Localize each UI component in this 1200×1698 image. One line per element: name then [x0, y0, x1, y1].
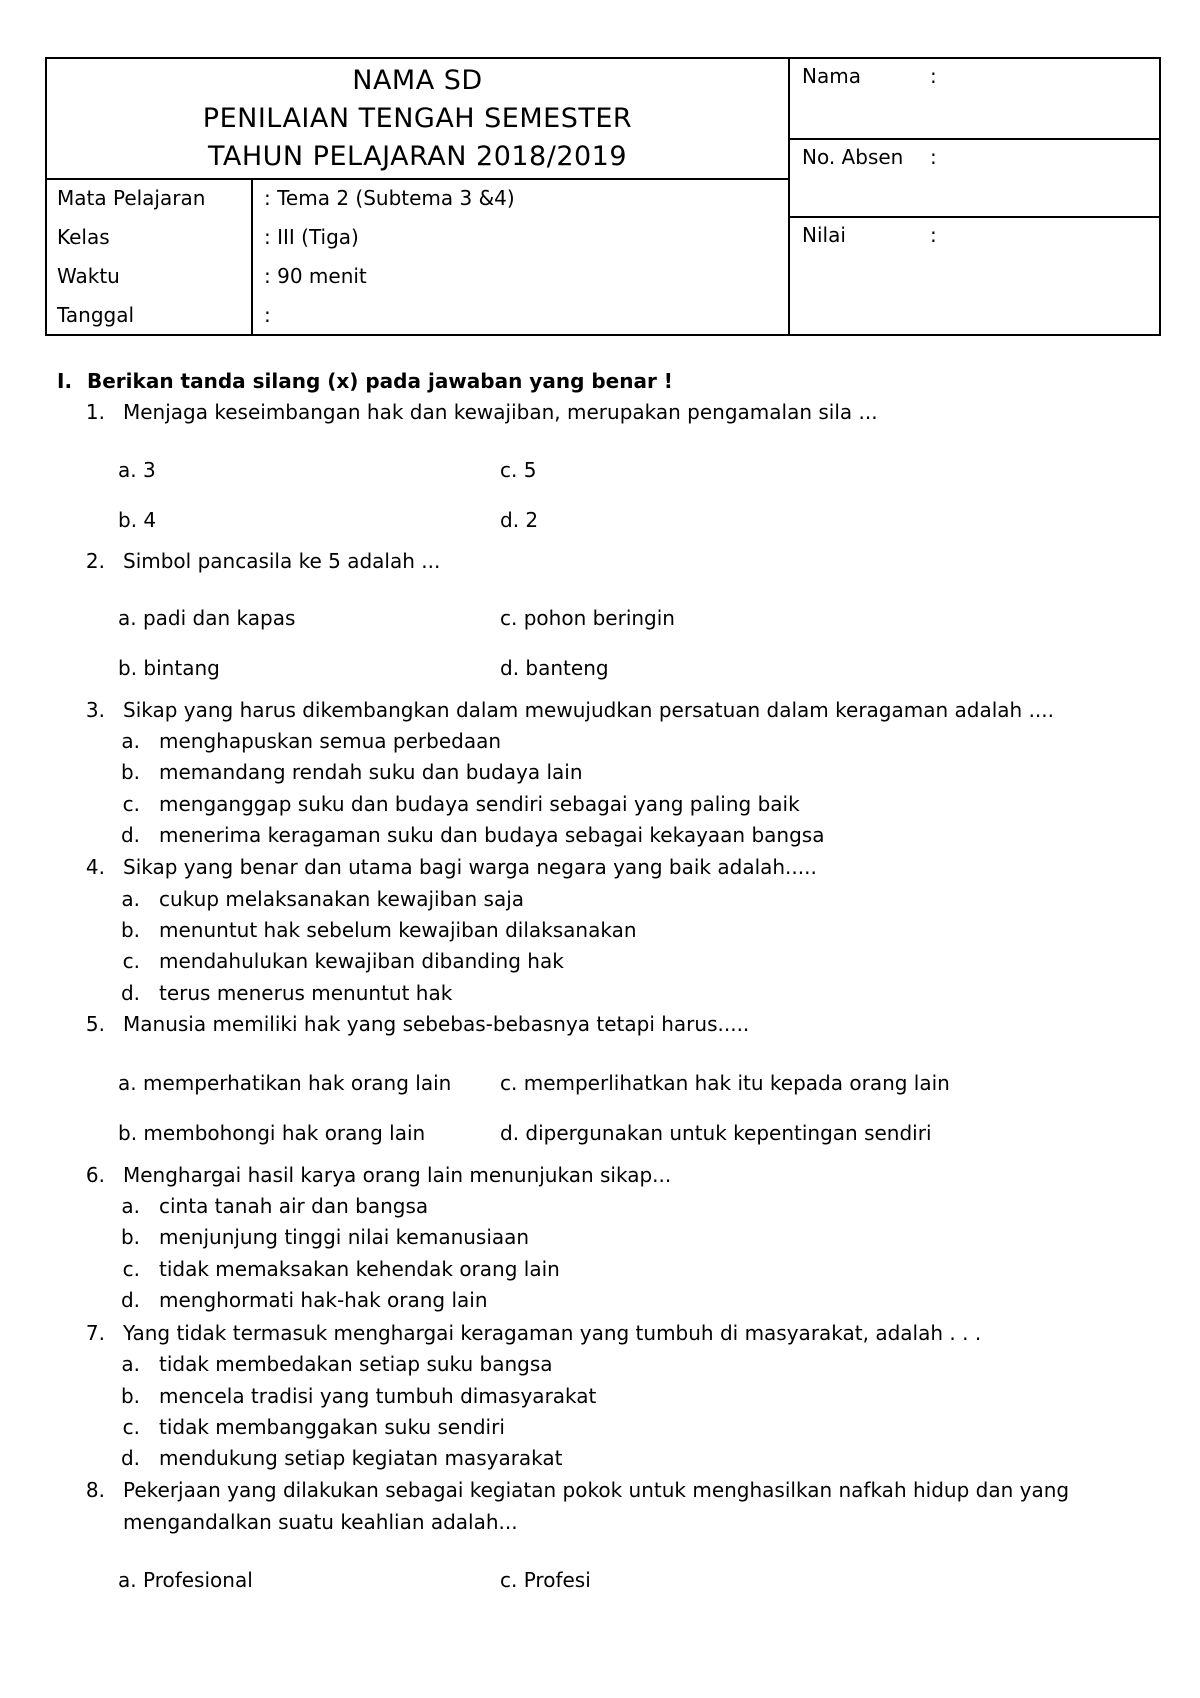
question-number: 8. — [85, 1478, 105, 1502]
option-letter: d. — [120, 823, 140, 847]
option-letter: c. — [122, 1415, 140, 1439]
field-label: Kelas — [57, 225, 110, 249]
option-text: tidak memaksakan kehendak orang lain — [159, 1257, 560, 1281]
field-value: : 90 menit — [264, 264, 367, 288]
option-text: Profesi — [523, 1568, 591, 1592]
option-text: memperhatikan hak orang lain — [142, 1071, 452, 1095]
option-letter: c. — [122, 949, 140, 973]
name-box[interactable] — [790, 59, 1159, 140]
option-text: menghapuskan semua perbedaan — [159, 729, 502, 753]
question-text: Menjaga keseimbangan hak dan kewajiban, merupakan pengamalan sila ... — [123, 400, 878, 424]
field-label: Waktu — [57, 264, 120, 288]
option-letter: a. — [118, 1071, 137, 1095]
question-number: 6. — [85, 1163, 105, 1187]
question-text: Yang tidak termasuk menghargai keragaman yang tumbuh di masyarakat, adalah . . . — [123, 1321, 982, 1345]
question-number: 7. — [85, 1321, 105, 1345]
option-text: menganggap suku dan budaya sendiri sebagai yang paling baik — [159, 792, 800, 816]
option-text: 4 — [143, 508, 157, 532]
option-letter: c. — [122, 1257, 140, 1281]
question-text: Pekerjaan yang dilakukan sebagai kegiatan pokok untuk menghasilkan nafkah hidup dan yang — [123, 1478, 1070, 1502]
question-number: 5. — [85, 1012, 105, 1036]
option-letter: a. — [118, 458, 137, 482]
option-2a[interactable] — [118, 603, 295, 633]
field-label: Tanggal — [57, 303, 135, 327]
academic-year: TAHUN PELAJARAN 2018/2019 — [207, 141, 628, 172]
student-info-panel — [790, 59, 1159, 334]
field-label: Mata Pelajaran — [57, 186, 206, 210]
option-letter: c. — [122, 792, 140, 816]
option-5a[interactable] — [118, 1068, 451, 1098]
option-text: menuntut hak sebelum kewajiban dilaksanakan — [159, 918, 637, 942]
option-text: mencela tradisi yang tumbuh dimasyarakat — [159, 1384, 597, 1408]
option-text: menerima keragaman suku dan budaya sebagai kekayaan bangsa — [159, 823, 825, 847]
option-5d[interactable] — [500, 1118, 932, 1148]
option-letter: a. — [121, 729, 140, 753]
option-text: Profesional — [142, 1568, 253, 1592]
option-letter: b. — [118, 508, 138, 532]
option-letter: d. — [120, 1288, 140, 1312]
option-letter: d. — [120, 981, 140, 1005]
absence-number-colon: : — [930, 145, 937, 169]
option-letter: c. — [500, 1568, 518, 1592]
option-5b[interactable] — [118, 1118, 425, 1148]
option-letter: c. — [500, 458, 518, 482]
name-colon: : — [930, 64, 937, 88]
option-text: banteng — [525, 656, 609, 680]
option-letter: a. — [121, 887, 140, 911]
score-box[interactable] — [790, 218, 1159, 336]
question-text: Simbol pancasila ke 5 adalah ... — [123, 549, 441, 573]
option-letter: d. — [500, 656, 520, 680]
option-letter: b. — [118, 656, 138, 680]
option-1a[interactable] — [118, 455, 156, 485]
option-text: dipergunakan untuk kepentingan sendiri — [525, 1121, 932, 1145]
option-letter: d. — [120, 1446, 140, 1470]
score-colon: : — [930, 223, 937, 247]
option-letter: b. — [120, 1225, 140, 1249]
question-text: Sikap yang harus dikembangkan dalam mewujudkan persatuan dalam keragaman adalah .... — [123, 698, 1055, 722]
option-text: 3 — [142, 458, 156, 482]
section-heading — [57, 366, 673, 396]
option-text: bintang — [143, 656, 220, 680]
field-value: : Tema 2 (Subtema 3 &4) — [264, 186, 515, 210]
option-letter: c. — [500, 1071, 518, 1095]
field-divider — [251, 180, 253, 336]
option-letter: b. — [120, 918, 140, 942]
option-text: tidak membanggakan suku sendiri — [159, 1415, 505, 1439]
option-text: 5 — [523, 458, 537, 482]
option-text: cinta tanah air dan bangsa — [159, 1194, 429, 1218]
option-8c[interactable] — [500, 1565, 591, 1595]
option-2d[interactable] — [500, 653, 609, 683]
field-value: : III (Tiga) — [264, 225, 359, 249]
option-text: menjunjung tinggi nilai kemanusiaan — [159, 1225, 530, 1249]
exam-info-panel — [47, 59, 790, 334]
option-letter: d. — [500, 508, 520, 532]
option-text: mendukung setiap kegiatan masyarakat — [159, 1446, 563, 1470]
field-value: : — [264, 303, 271, 327]
option-letter: b. — [120, 1384, 140, 1408]
question-number: 3. — [85, 698, 105, 722]
section-number: I. — [57, 369, 73, 393]
option-letter: d. — [500, 1121, 520, 1145]
option-letter: b. — [120, 760, 140, 784]
exam-title — [47, 59, 788, 180]
absence-number-label: No. Absen — [802, 145, 904, 169]
question-text: Sikap yang benar dan utama bagi warga negara yang baik adalah..... — [123, 855, 817, 879]
question-text-continued: mengandalkan suatu keahlian adalah... — [123, 1510, 518, 1534]
option-8a[interactable] — [118, 1565, 253, 1595]
option-text: menghormati hak-hak orang lain — [159, 1288, 488, 1312]
section-instruction: Berikan tanda silang (x) pada jawaban yang benar ! — [87, 369, 673, 393]
option-text: membohongi hak orang lain — [143, 1121, 426, 1145]
option-text: memperlihatkan hak itu kepada orang lain — [523, 1071, 950, 1095]
option-text: cukup melaksanakan kewajiban saja — [159, 887, 525, 911]
question-number: 2. — [85, 549, 105, 573]
option-2c[interactable] — [500, 603, 675, 633]
option-text: padi dan kapas — [142, 606, 296, 630]
option-text: tidak membedakan setiap suku bangsa — [159, 1352, 553, 1376]
option-1c[interactable] — [500, 455, 536, 485]
option-1d[interactable] — [500, 505, 538, 535]
name-label: Nama — [802, 64, 861, 88]
absence-number-box[interactable] — [790, 140, 1159, 218]
option-1b[interactable] — [118, 505, 156, 535]
option-text: memandang rendah suku dan budaya lain — [159, 760, 583, 784]
exam-name: PENILAIAN TENGAH SEMESTER — [202, 103, 633, 134]
option-letter: a. — [118, 1568, 137, 1592]
school-name: NAMA SD — [352, 65, 483, 96]
option-letter: a. — [118, 606, 137, 630]
question-text: Menghargai hasil karya orang lain menunjukan sikap... — [123, 1163, 672, 1187]
question-number: 1. — [85, 400, 105, 424]
score-label: Nilai — [802, 223, 846, 247]
option-letter: a. — [121, 1352, 140, 1376]
exam-header-table — [45, 57, 1161, 336]
option-text: 2 — [525, 508, 539, 532]
option-text: terus menerus menuntut hak — [159, 981, 453, 1005]
question-number: 4. — [85, 855, 105, 879]
option-2b[interactable] — [118, 653, 220, 683]
option-letter: a. — [121, 1194, 140, 1218]
option-text: mendahulukan kewajiban dibanding hak — [159, 949, 564, 973]
question-text: Manusia memiliki hak yang sebebas-bebasnya tetapi harus..... — [123, 1012, 750, 1036]
option-letter: c. — [500, 606, 518, 630]
option-text: pohon beringin — [523, 606, 675, 630]
option-letter: b. — [118, 1121, 138, 1145]
option-5c[interactable] — [500, 1068, 950, 1098]
